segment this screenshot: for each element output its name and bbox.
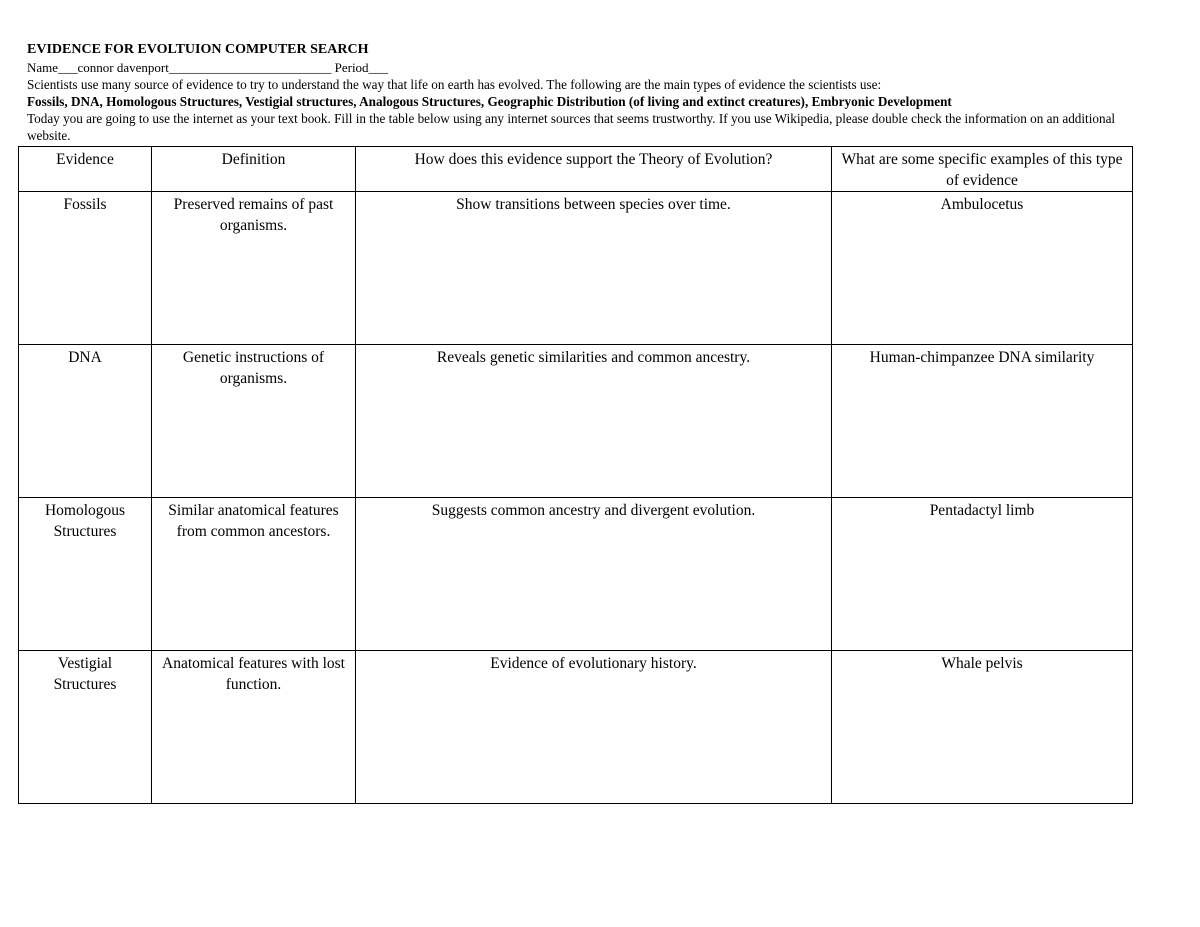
document-header bbox=[27, 41, 1147, 144]
table-row bbox=[19, 192, 1133, 345]
table-row bbox=[19, 498, 1133, 651]
document-title: EVIDENCE FOR EVOLTUION COMPUTER SEARCH bbox=[27, 42, 369, 57]
header-examples: What are some specific examples of this type of evidence bbox=[832, 147, 1133, 192]
header-definition: Definition bbox=[152, 147, 356, 192]
evidence-types-list: Fossils, DNA, Homologous Structures, Vestigial structures, Analogous Structures, Geographic Distribution (of living and extinct creatures), Embryonic Development bbox=[27, 94, 952, 109]
table-header-row bbox=[19, 147, 1133, 192]
cell-evidence[interactable]: Fossils bbox=[19, 192, 152, 345]
name-period-line: Name___connor davenport_________________________ Period___ bbox=[27, 60, 389, 75]
evidence-table bbox=[18, 146, 1133, 804]
cell-examples[interactable]: Whale pelvis bbox=[832, 651, 1133, 804]
cell-examples[interactable]: Ambulocetus bbox=[832, 192, 1133, 345]
cell-definition[interactable]: Genetic instructions of organisms. bbox=[152, 345, 356, 498]
cell-definition[interactable]: Anatomical features with lost function. bbox=[152, 651, 356, 804]
cell-support[interactable]: Reveals genetic similarities and common ancestry. bbox=[356, 345, 832, 498]
cell-examples[interactable]: Pentadactyl limb bbox=[832, 498, 1133, 651]
cell-evidence[interactable]: Homologous Structures bbox=[19, 498, 152, 651]
cell-support[interactable]: Suggests common ancestry and divergent evolution. bbox=[356, 498, 832, 651]
table-row bbox=[19, 651, 1133, 804]
cell-support[interactable]: Show transitions between species over time. bbox=[356, 192, 832, 345]
header-evidence: Evidence bbox=[19, 147, 152, 192]
table-row bbox=[19, 345, 1133, 498]
cell-evidence[interactable]: DNA bbox=[19, 345, 152, 498]
intro-text: Scientists use many source of evidence to try to understand the way that life on earth has evolved. The following are the main types of evidence the scientists use: bbox=[27, 77, 882, 92]
cell-evidence[interactable]: Vestigial Structures bbox=[19, 651, 152, 804]
header-support: How does this evidence support the Theory of Evolution? bbox=[356, 147, 832, 192]
instructions-text: Today you are going to use the internet as your text book. Fill in the table below using any internet sources that seems trustworthy. If you use Wikipedia, please double check the information on an additional website. bbox=[27, 111, 1116, 143]
cell-examples[interactable]: Human-chimpanzee DNA similarity bbox=[832, 345, 1133, 498]
cell-support[interactable]: Evidence of evolutionary history. bbox=[356, 651, 832, 804]
cell-definition[interactable]: Similar anatomical features from common ancestors. bbox=[152, 498, 356, 651]
cell-definition[interactable]: Preserved remains of past organisms. bbox=[152, 192, 356, 345]
